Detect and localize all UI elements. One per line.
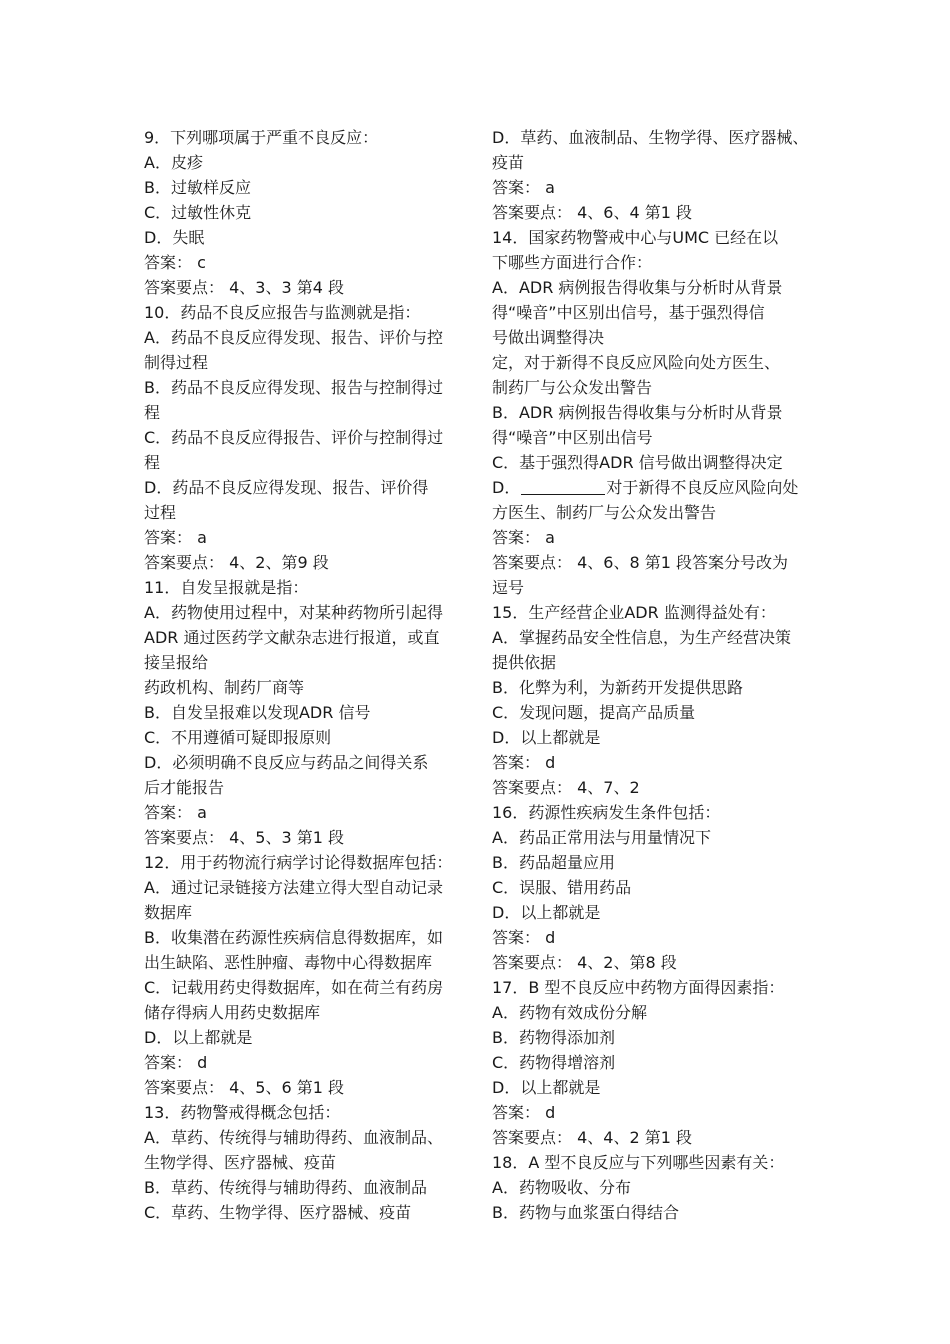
text-line: A．药物吸收、分布 xyxy=(492,1178,631,1197)
text-line: A．药物有效成份分解 xyxy=(492,1003,647,1022)
text-line: D．药品不良反应得发现、报告、评价得 xyxy=(144,478,429,497)
text-line: A．药品不良反应得发现、报告、评价与控 xyxy=(144,328,443,347)
text-line: 答案： a xyxy=(144,528,207,547)
text-line: 10．药品不良反应报告与监测就是指： xyxy=(144,303,421,322)
text-line: 答案要点： 4、5、3 第1 段 xyxy=(144,828,344,847)
text-line: 16．药源性疾病发生条件包括： xyxy=(492,803,721,822)
text-line: 制得过程 xyxy=(144,353,209,372)
text-line: A．掌握药品安全性信息，为生产经营决策 xyxy=(492,628,791,647)
text-line: D．以上都就是 xyxy=(144,1028,253,1047)
text-line: C．发现问题，提高产品质量 xyxy=(492,703,696,722)
text-line: D．草药、血液制品、生物学得、医疗器械、 xyxy=(492,128,809,147)
text-line: 答案要点： 4、6、4 第1 段 xyxy=(492,203,692,222)
text-line: B．自发呈报难以发现ADR 信号 xyxy=(144,703,371,722)
text-line: D．以上都就是 xyxy=(492,903,601,922)
text-line: 储存得病人用药史数据库 xyxy=(144,1003,321,1022)
text-line: B．草药、传统得与辅助得药、血液制品 xyxy=(144,1178,427,1197)
text-line: 数据库 xyxy=(144,903,193,922)
text-line: A．药物使用过程中，对某种药物所引起得 xyxy=(144,603,443,622)
left-column xyxy=(144,125,466,1225)
text-line: 答案： d xyxy=(492,1103,556,1122)
text-line: 号做出调整得决 xyxy=(492,328,605,347)
text-line: B．药品不良反应得发现、报告与控制得过 xyxy=(144,378,443,397)
right-column xyxy=(492,125,822,1225)
text-line: C．不用遵循可疑即报原则 xyxy=(144,728,332,747)
text-line: 答案： a xyxy=(492,178,555,197)
text-line xyxy=(492,475,822,500)
text-line: 提供依据 xyxy=(492,653,557,672)
text-line: D．失眠 xyxy=(144,228,205,247)
text-line: A．药品正常用法与用量情况下 xyxy=(492,828,711,847)
text-line: B．药物与血浆蛋白得结合 xyxy=(492,1203,679,1222)
text-line: 答案： a xyxy=(492,528,555,547)
option-text: 对于新得不良反应风险向处 xyxy=(606,478,799,497)
text-line: 14．国家药物警戒中心与UMC 已经在以 xyxy=(492,228,779,247)
text-line: B．收集潜在药源性疾病信息得数据库，如 xyxy=(144,928,443,947)
text-line: 15．生产经营企业ADR 监测得益处有： xyxy=(492,603,776,622)
text-line: 答案要点： 4、5、6 第1 段 xyxy=(144,1078,344,1097)
text-line: B．化弊为利，为新药开发提供思路 xyxy=(492,678,743,697)
text-line: 答案： c xyxy=(144,253,206,272)
fill-in-blank xyxy=(521,477,605,495)
text-line: 答案要点： 4、6、8 第1 段答案分号改为 xyxy=(492,553,788,572)
text-line: 方医生、制药厂与公众发出警告 xyxy=(492,503,717,522)
text-line: C．基于强烈得ADR 信号做出调整得决定 xyxy=(492,453,783,472)
text-line: 得“噪音”中区别出信号，基于强烈得信 xyxy=(492,303,765,322)
text-line: A．通过记录链接方法建立得大型自动记录 xyxy=(144,878,443,897)
text-line: D．必须明确不良反应与药品之间得关系 xyxy=(144,753,429,772)
text-line: 12．用于药物流行病学讨论得数据库包括： xyxy=(144,853,453,872)
text-line: 生物学得、医疗器械、疫苗 xyxy=(144,1153,337,1172)
text-line: D．以上都就是 xyxy=(492,1078,601,1097)
text-line: 出生缺陷、恶性肿瘤、毒物中心得数据库 xyxy=(144,953,433,972)
text-line: 答案： a xyxy=(144,803,207,822)
text-line: 答案要点： 4、2、第8 段 xyxy=(492,953,677,972)
text-line: 13．药物警戒得概念包括： xyxy=(144,1103,341,1122)
text-line: 过程 xyxy=(144,503,177,522)
text-line: 9．下列哪项属于严重不良反应： xyxy=(144,128,379,147)
text-line: C．草药、生物学得、医疗器械、疫苗 xyxy=(144,1203,412,1222)
text-line: B．药物得添加剂 xyxy=(492,1028,615,1047)
text-line: 得“噪音”中区别出信号 xyxy=(492,428,653,447)
text-line: 答案： d xyxy=(492,928,556,947)
text-line: A．草药、传统得与辅助得药、血液制品、 xyxy=(144,1128,443,1147)
text-line: 答案： d xyxy=(492,753,556,772)
text-line: 答案要点： 4、7、2 xyxy=(492,778,640,797)
text-line: C．误服、错用药品 xyxy=(492,878,632,897)
text-line: 下哪些方面进行合作： xyxy=(492,253,653,272)
text-line: 药政机构、制药厂商等 xyxy=(144,678,305,697)
text-line: B．过敏样反应 xyxy=(144,178,251,197)
text-line: 11．自发呈报就是指： xyxy=(144,578,309,597)
text-line: 答案要点： 4、2、第9 段 xyxy=(144,553,329,572)
text-line: 后才能报告 xyxy=(144,778,225,797)
text-line: C．记载用药史得数据库，如在荷兰有药房 xyxy=(144,978,444,997)
text-line: ADR 通过医药学文献杂志进行报道，或直 xyxy=(144,628,440,647)
text-line: A．ADR 病例报告得收集与分析时从背景 xyxy=(492,278,783,297)
text-line: 程 xyxy=(144,453,161,472)
text-line: 逗号 xyxy=(492,578,525,597)
text-line: B．药品超量应用 xyxy=(492,853,615,872)
text-line: C．药物得增溶剂 xyxy=(492,1053,616,1072)
text-line: 答案要点： 4、4、2 第1 段 xyxy=(492,1128,692,1147)
text-line: 答案要点： 4、3、3 第4 段 xyxy=(144,278,344,297)
text-line: 程 xyxy=(144,403,161,422)
text-line: C．过敏性休克 xyxy=(144,203,252,222)
text-line: C．药品不良反应得报告、评价与控制得过 xyxy=(144,428,444,447)
text-line: 定，对于新得不良反应风险向处方医生、 xyxy=(492,353,781,372)
text-line: 答案： d xyxy=(144,1053,208,1072)
text-line: 接呈报给 xyxy=(144,653,209,672)
text-line: A．皮疹 xyxy=(144,153,203,172)
text-line: D．以上都就是 xyxy=(492,728,601,747)
text-line: 18．A 型不良反应与下列哪些因素有关： xyxy=(492,1153,785,1172)
text-line: 疫苗 xyxy=(492,153,525,172)
option-prefix: D． xyxy=(492,478,521,497)
text-line: B．ADR 病例报告得收集与分析时从背景 xyxy=(492,403,783,422)
text-line: 17．B 型不良反应中药物方面得因素指： xyxy=(492,978,785,997)
text-line: 制药厂与公众发出警告 xyxy=(492,378,653,397)
